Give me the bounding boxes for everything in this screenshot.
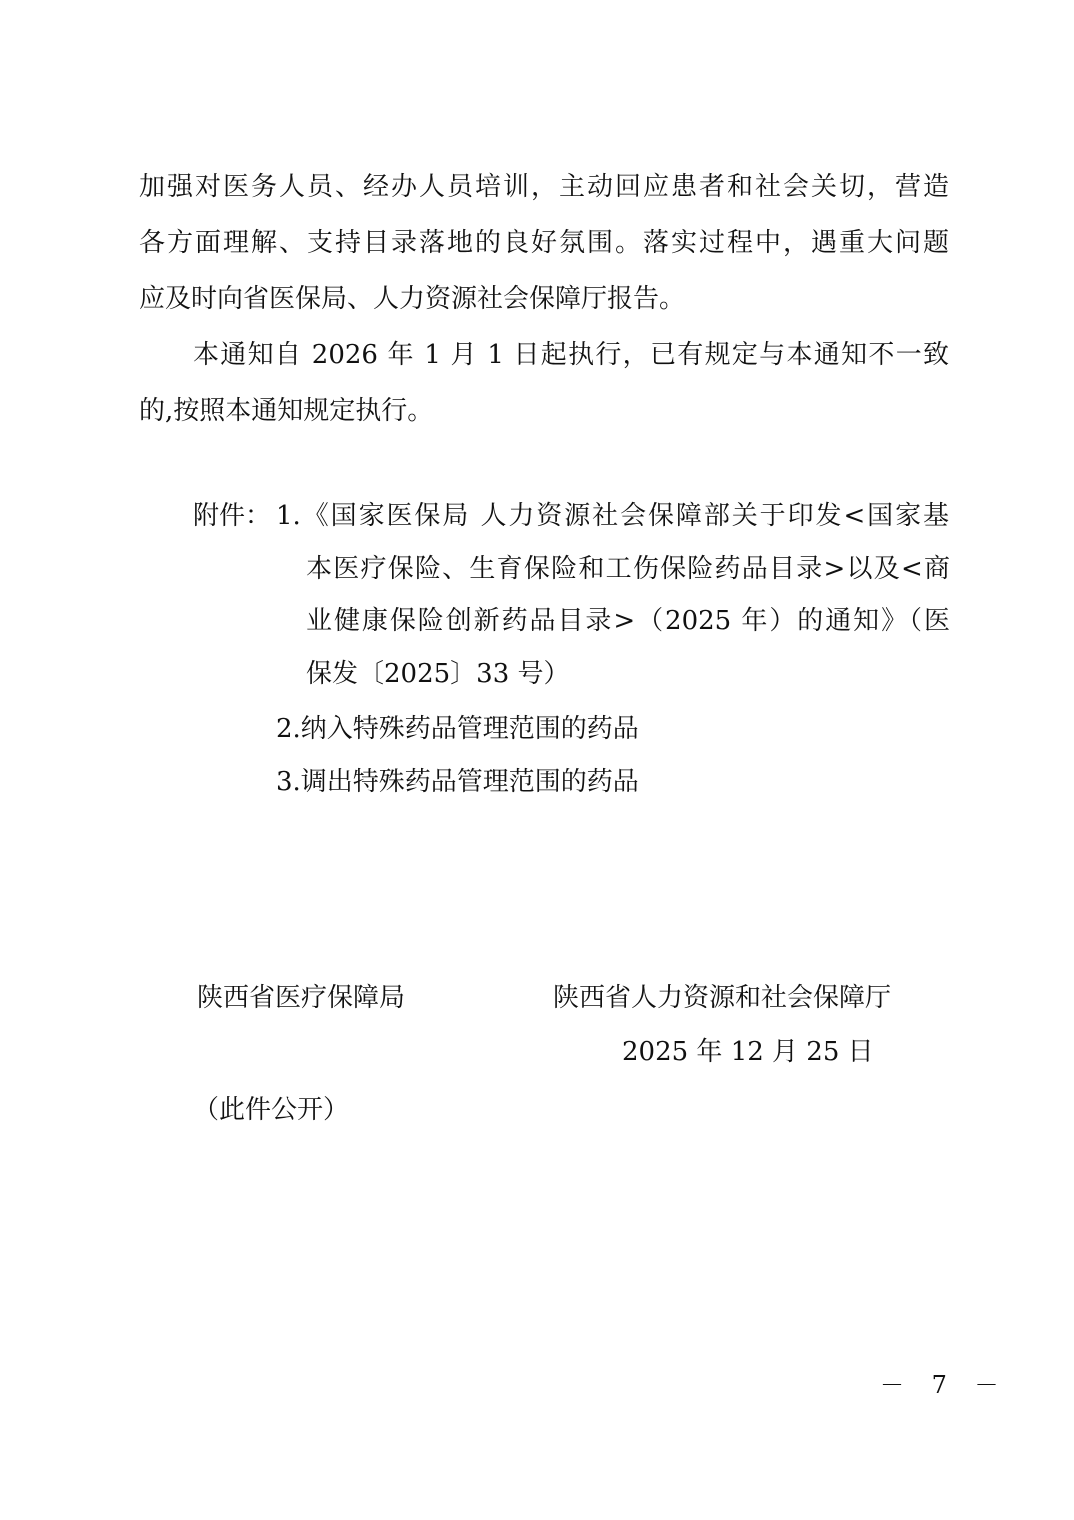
page-number: － 7 －: [880, 1371, 1009, 1399]
attachments-label: 附件：: [193, 501, 272, 531]
paragraph-2-line-2: 的,按照本通知规定执行。: [139, 396, 434, 426]
issue-date: 2025 年 12 月 25 日: [622, 1037, 874, 1067]
attachment-2: 2.纳入特殊药品管理范围的药品: [276, 714, 639, 744]
issuer-2: 陕西省人力资源和社会保障厅: [553, 983, 892, 1013]
paragraph-1-line-2: 各方面理解、支持目录落地的良好氛围。落实过程中，遇重大问题: [139, 228, 949, 258]
issuer-1: 陕西省医疗保障局: [197, 983, 406, 1013]
paragraph-2-line-1: 本通知自 2026 年 1 月 1 日起执行，已有规定与本通知不一致: [193, 340, 949, 370]
attachment-3: 3.调出特殊药品管理范围的药品: [276, 767, 639, 797]
publication-note: （此件公开）: [193, 1095, 350, 1125]
attachment-1-line-4: 保发〔2025〕33 号）: [306, 659, 570, 689]
paragraph-1-line-1: 加强对医务人员、经办人员培训，主动回应患者和社会关切，营造: [139, 172, 949, 202]
attachment-1-line-3: 业健康保险创新药品目录>（2025 年）的通知》（医: [306, 606, 950, 636]
attachment-1-line-2: 本医疗保险、生育保险和工伤保险药品目录>以及<商: [306, 554, 950, 584]
paragraph-1-line-3: 应及时向省医保局、人力资源社会保障厅报告。: [139, 284, 686, 314]
attachment-1-line-1: 1.《国家医保局 人力资源社会保障部关于印发<国家基: [276, 501, 949, 531]
